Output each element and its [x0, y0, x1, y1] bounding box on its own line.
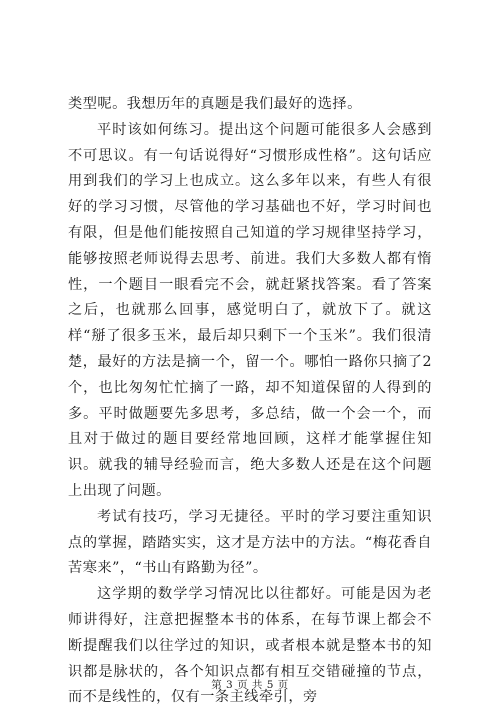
document-body: [68, 92, 432, 711]
paragraph-1: 类型呢。我想历年的真题是我们最好的选择。: [68, 96, 362, 112]
page-number-footer: 第 3 页 共 5 页: [211, 679, 289, 691]
paragraph-4: 这学期的数学学习情况比以往都好。可能是因为老师讲得好，注意把握整本书的体系，在每节课上都会不断提醒我们以往学过的知识，或者根本就是整本书的知识都是脉状的，各个知识点都有相互交错碰撞的节点，而不是线性的，仅有一条主线牵引，旁: [68, 586, 432, 706]
paragraph-2: 平时该如何练习。提出这个问题可能很多人会感到不可思议。有一句话说得好“习惯形成性格”。这句话应用到我们的学习上也成立。这么多年以来，有些人有很好的学习习惯，尽管他的学习基础也不好，学习时间也有限，但是他们能按照自己知道的学习规律坚持学习，能够按照老师说得去思考、前进。我们大多数人都有惰性，一个题目一眼看完不会，就赶紧找答案。看了答案之后，也就那么回事，感觉明白了，就放下了。就这样“掰了很多玉米，最后却只剩下一个玉米”。我们很清楚，最好的方法是摘一个，留一个。哪怕一路你只摘了2个，也比匆匆忙忙摘了一路，却不知道保留的人得到的多。平时做题要先多思考，多总结，做一个会一个，而且对于做过的题目要经常地回顾，这样才能掌握住知识。就我的辅导经验而言，绝大多数人还是在这个问题上出现了问题。: [68, 121, 432, 499]
paragraph-3: 考试有技巧，学习无捷径。平时的学习要注重知识点的掌握，踏踏实实，这才是方法中的方法。“梅花香自苦寒来”，“书山有路勤为径”。: [68, 508, 432, 577]
